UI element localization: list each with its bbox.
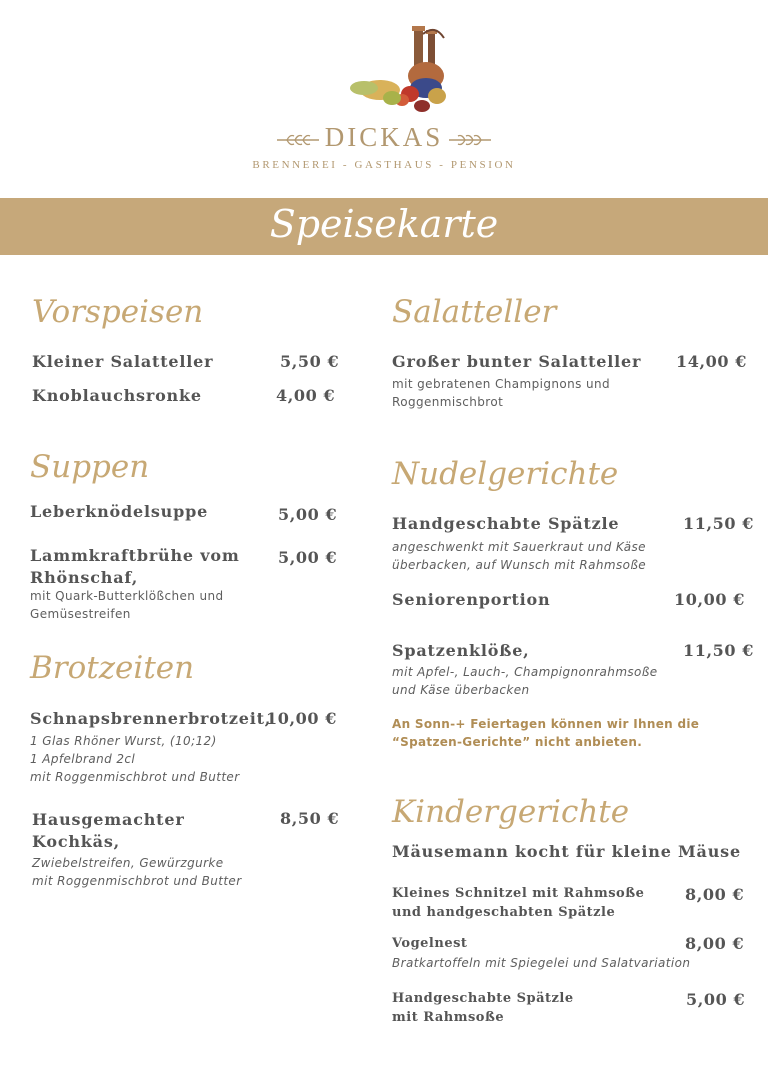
dish-description: mit gebratenen Champignons und (392, 377, 610, 391)
dish-name: Spatzenklöße, (392, 641, 530, 660)
dish-description: 1 Apfelbrand 2cl (30, 752, 136, 766)
laurel-left-icon (277, 133, 319, 147)
dish-price: 5,00 € (278, 505, 338, 524)
section-title-vorspeisen: Vorspeisen (32, 294, 204, 330)
dish-description: mit Roggenmischbrot und Butter (32, 874, 242, 888)
kids-subtitle: Mäusemann kocht für kleine Mäuse (392, 842, 741, 861)
dish-price: 8,50 € (280, 809, 340, 828)
page-title: Speisekarte (269, 202, 499, 246)
dish-description: 1 Glas Rhöner Wurst, (10;12) (30, 734, 217, 748)
dish-name: Hausgemachter Kochkäs, (32, 810, 185, 851)
dish-name: Handgeschabte Spätzle (392, 514, 620, 533)
dish-name: Seniorenportion (392, 590, 551, 609)
dish-price: 14,00 € (676, 352, 748, 371)
dish-description: Zwiebelstreifen, Gewürzgurke (32, 856, 224, 870)
dish-name: Lammkraftbrühe vom Rhönschaf, (30, 546, 240, 587)
dish-name: Knoblauchsronke (32, 386, 202, 405)
section-title-nudelgerichte: Nudelgerichte (392, 456, 619, 492)
dish-price: 5,00 € (278, 548, 338, 567)
dish-name: Leberknödelsuppe (30, 502, 209, 521)
dish-name: Kleines Schnitzel mit Rahmsoße (392, 886, 645, 901)
holiday-notice: “Spatzen-Gerichte” nicht anbieten. (392, 735, 643, 749)
section-title-salatteller: Salatteller (392, 294, 557, 330)
dish-description: überbacken, auf Wunsch mit Rahmsoße (392, 558, 647, 572)
dish-description: Bratkartoffeln mit Spiegelei und Salatvariation (392, 956, 691, 970)
dish-description: angeschwenkt mit Sauerkraut und Käse (392, 540, 646, 554)
dish-name: mit Rahmsoße (392, 1010, 505, 1025)
distillery-logo-illustration (340, 22, 460, 122)
holiday-notice: An Sonn-+ Feiertagen können wir Ihnen die (392, 717, 700, 731)
dish-name: Handgeschabte Spätzle (392, 991, 574, 1006)
dish-name: Vogelnest (392, 936, 468, 951)
dish-name: Schnapsbrennerbrotzeit, (30, 709, 272, 728)
dish-name: Großer bunter Salatteller (392, 352, 642, 371)
section-title-suppen: Suppen (30, 449, 150, 485)
dish-name: Kleiner Salatteller (32, 352, 214, 371)
brand-text: DICKAS (324, 122, 444, 152)
section-title-brotzeiten: Brotzeiten (30, 650, 195, 686)
dish-description: und Käse überbacken (392, 683, 530, 697)
dish-name: und handgeschabten Spätzle (392, 905, 616, 920)
dish-price: 11,50 € (683, 641, 755, 660)
dish-description: mit Apfel-, Lauch-, Champignonrahmsoße (392, 665, 658, 679)
brand-name (0, 122, 768, 153)
dish-price: 5,00 € (686, 990, 746, 1009)
dish-price: 10,00 € (674, 590, 746, 609)
dish-price: 8,00 € (685, 885, 745, 904)
laurel-right-icon (449, 133, 491, 147)
section-title-kindergerichte: Kindergerichte (392, 794, 630, 830)
dish-price: 4,00 € (276, 386, 336, 405)
dish-description: mit Quark-Butterklößchen und (30, 589, 224, 603)
dish-description: Gemüsestreifen (30, 607, 131, 621)
dish-price: 11,50 € (683, 514, 755, 533)
dish-price: 5,50 € (280, 352, 340, 371)
dish-description: mit Roggenmischbrot und Butter (30, 770, 240, 784)
dish-description: Roggenmischbrot (392, 395, 504, 409)
brand-tagline: BRENNEREI - GASTHAUS - PENSION (252, 159, 516, 171)
dish-price: 10,00 € (266, 709, 338, 728)
dish-price: 8,00 € (685, 934, 745, 953)
